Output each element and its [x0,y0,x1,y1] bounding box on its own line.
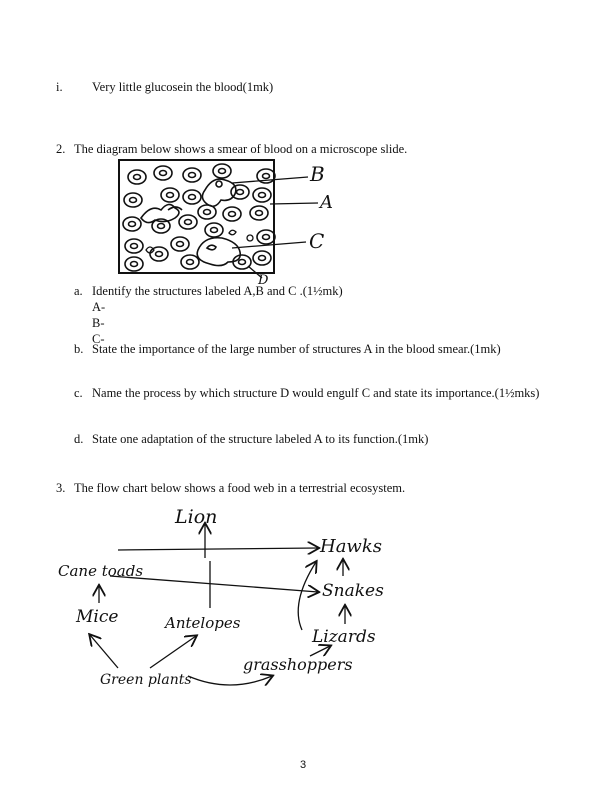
q3-number: 3. [56,481,66,495]
label-c: C [309,229,325,253]
organism-antelopes: Antelopes [165,614,241,632]
q2c-text: Name the process by which structure D would engulf C and state its importance.(1½mks) [92,386,540,400]
organism-green-plants: Green plants [100,672,192,688]
answer-line-b: B- [92,316,105,330]
red-blood-cells [123,164,275,271]
food-web-diagram [0,498,612,698]
organism-snakes: Snakes [322,581,384,601]
q2-number: 2. [56,142,66,156]
q3-text: The flow chart below shows a food web in a terrestrial ecosystem. [74,481,406,495]
q2d-letter: d. [74,432,84,446]
label-b: B [310,162,325,186]
q1-number: i. [56,80,63,94]
organism-cane-toads: Cane toads [58,562,144,580]
page-number: 3 [300,759,307,771]
answer-line-a: A- [92,300,106,314]
q2b-letter: b. [74,342,84,356]
q2c-letter: c. [74,386,83,400]
blood-smear-diagram [0,150,612,290]
q2-text: The diagram below shows a smear of blood on a microscope slide. [74,142,408,156]
q2d-text: State one adaptation of the structure labeled A to its function.(1mk) [92,432,429,446]
q1-text: Very little glucosein the blood(1mk) [92,80,274,94]
organism-hawks: Hawks [320,536,382,557]
q2b-text: State the importance of the large number of structures A in the blood smear.(1mk) [92,342,501,356]
label-d: D [258,273,269,288]
answer-line-c: C- [92,332,105,346]
q2a-letter: a. [74,284,83,298]
q2a-text: Identify the structures labeled A,B and C .(1½mk) [92,284,343,298]
organism-lion: Lion [175,506,218,528]
organism-mice: Mice [76,607,119,627]
organism-grasshoppers: grasshoppers [243,655,353,674]
label-a: A [320,192,333,213]
organism-lizards: Lizards [312,627,376,647]
